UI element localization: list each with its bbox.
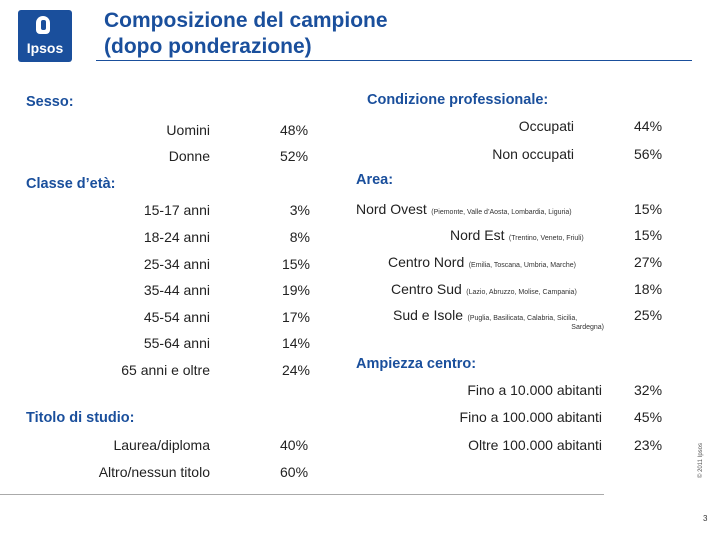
area-value: 15% — [634, 201, 663, 217]
ampiezza-label: Fino a 10.000 abitanti — [467, 382, 602, 398]
eta-label: 65 anni e oltre — [121, 362, 210, 378]
area-label: Nord Est — [450, 227, 505, 243]
ampiezza-label: Oltre 100.000 abitanti — [468, 437, 602, 453]
area-row-centro-sud — [391, 281, 577, 299]
title-line-1: Composizione del campione — [104, 9, 388, 32]
area-label: Sud e Isole — [393, 307, 464, 323]
eta-value: 24% — [281, 362, 310, 378]
area-row-nord-est — [450, 227, 584, 245]
area-detail: (Puglia, Basilicata, Calabria, Sicilia, — [467, 315, 578, 322]
condizione-label-non-occupati: Non occupati — [492, 146, 574, 162]
area-value: 27% — [634, 254, 663, 270]
title-divider — [96, 60, 692, 61]
sesso-heading: Sesso: — [26, 94, 74, 110]
ampiezza-value: 23% — [634, 437, 663, 453]
copyright-notice: © 2011 Ipsos — [698, 443, 704, 478]
area-label: Nord Ovest — [356, 201, 427, 217]
footer-divider — [0, 494, 604, 495]
titolo-value-altro: 60% — [280, 464, 309, 480]
eta-label: 35-44 anni — [143, 282, 210, 298]
sesso-label-donne: Donne — [168, 148, 210, 164]
condizione-heading: Condizione professionale: — [367, 92, 549, 108]
titolo-label-altro: Altro/nessun titolo — [98, 464, 210, 480]
eta-label: 15-17 anni — [143, 202, 210, 218]
eta-label: 25-34 anni — [143, 256, 210, 272]
area-label: Centro Sud — [391, 281, 462, 297]
logo-text: Ipsos — [26, 40, 64, 56]
eta-label: 55-64 anni — [143, 335, 210, 351]
sesso-value-uomini: 48% — [280, 122, 309, 138]
ampiezza-label: Fino a 100.000 abitanti — [459, 409, 602, 425]
page-number: 3 — [703, 514, 708, 523]
condizione-value-non-occupati: 56% — [634, 146, 663, 162]
area-heading: Area: — [356, 172, 394, 188]
eta-value: 3% — [289, 202, 310, 218]
area-detail-continued: Sardegna) — [571, 324, 604, 331]
ampiezza-value: 32% — [634, 382, 663, 398]
titolo-label-laurea: Laurea/diploma — [113, 437, 210, 453]
logo-figure-detail-icon — [41, 20, 46, 30]
eta-value: 8% — [289, 229, 310, 245]
area-row-centro-nord — [388, 254, 576, 272]
condizione-label-occupati: Occupati — [518, 118, 574, 134]
area-label: Centro Nord — [388, 254, 465, 270]
titolo-heading: Titolo di studio: — [26, 410, 135, 426]
eta-value: 19% — [281, 282, 310, 298]
area-detail: (Piemonte, Valle d’Aosta, Lombardia, Liguria) — [431, 209, 572, 216]
page-title — [104, 8, 388, 60]
eta-label: 45-54 anni — [143, 309, 210, 325]
area-row-nord-ovest — [356, 201, 572, 219]
area-value: 18% — [634, 281, 663, 297]
area-detail: (Emilia, Toscana, Umbria, Marche) — [468, 262, 576, 269]
area-detail: (Lazio, Abruzzo, Molise, Campania) — [466, 289, 577, 296]
title-line-2: (dopo ponderazione) — [104, 35, 312, 58]
sesso-value-donne: 52% — [280, 148, 309, 164]
ampiezza-value: 45% — [634, 409, 663, 425]
condizione-value-occupati: 44% — [634, 118, 663, 134]
eta-label: 18-24 anni — [143, 229, 210, 245]
eta-value: 15% — [281, 256, 310, 272]
sesso-label-uomini: Uomini — [166, 122, 210, 138]
area-row-sud-isole — [393, 307, 577, 325]
eta-value: 14% — [281, 335, 310, 351]
area-value: 25% — [634, 307, 663, 323]
titolo-value-laurea: 40% — [280, 437, 309, 453]
ampiezza-heading: Ampiezza centro: — [356, 356, 477, 372]
area-value: 15% — [634, 227, 663, 243]
ipsos-logo — [18, 10, 72, 62]
area-detail: (Trentino, Veneto, Friuli) — [508, 235, 584, 242]
eta-heading: Classe d’età: — [26, 176, 116, 192]
eta-value: 17% — [281, 309, 310, 325]
